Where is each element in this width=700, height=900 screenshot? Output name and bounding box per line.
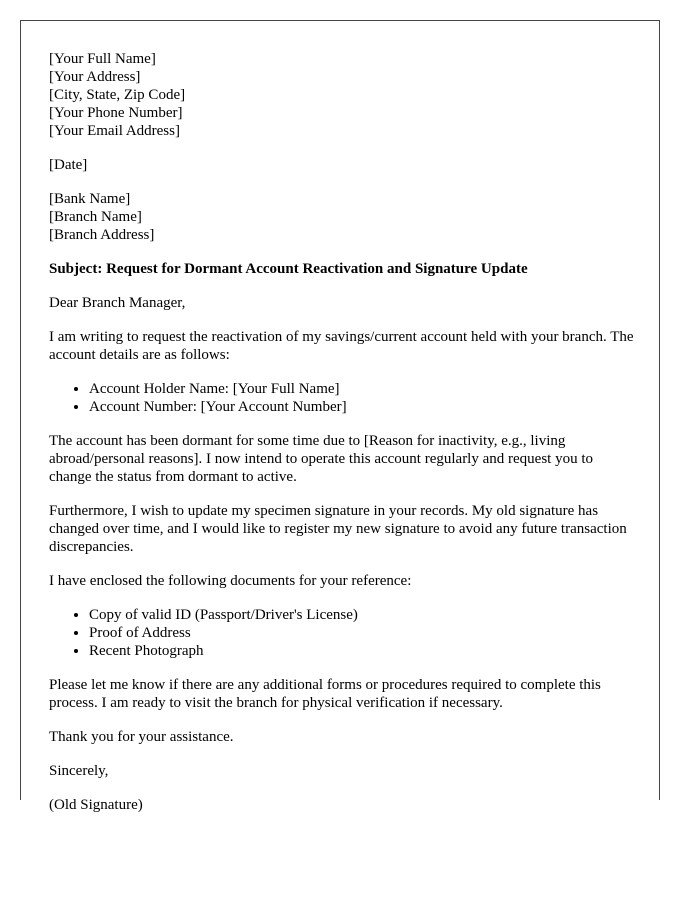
subject-line: Subject: Request for Dormant Account Reactivation and Signature Update bbox=[49, 261, 528, 277]
letter-content bbox=[49, 50, 639, 830]
list-item: • Recent Photograph bbox=[89, 642, 639, 660]
list-item: • Copy of valid ID (Passport/Driver's License) bbox=[89, 606, 639, 624]
thanks-paragraph: Thank you for your assistance. bbox=[49, 729, 234, 745]
closing-paragraph: Please let me know if there are any additional forms or procedures required to complete this process. I am ready to visit the branch for physical verification if necessary. bbox=[49, 677, 601, 711]
date-block bbox=[49, 156, 639, 174]
list-item: • Proof of Address bbox=[89, 624, 639, 642]
intro-paragraph: I am writing to request the reactivation of my savings/current account held with your branch. The account details are as follows: bbox=[49, 329, 634, 363]
signoff: Sincerely, bbox=[49, 763, 109, 779]
dormant-paragraph: The account has been dormant for some time due to [Reason for inactivity, e.g., living abroad/personal reasons]. I now intend to operate this account regularly and request you to change the status from dormant to active. bbox=[49, 433, 593, 485]
enclosed-paragraph: I have enclosed the following documents for your reference: bbox=[49, 573, 412, 589]
list-item: • Account Holder Name: [Your Full Name] bbox=[89, 380, 639, 398]
account-details-list bbox=[49, 380, 639, 416]
list-item: • Account Number: [Your Account Number] bbox=[89, 398, 639, 416]
old-signature: (Old Signature) bbox=[49, 797, 143, 813]
recipient-branch-address: [Branch Address] bbox=[49, 227, 155, 243]
sender-email: [Your Email Address] bbox=[49, 123, 180, 139]
sender-name: [Your Full Name] bbox=[49, 51, 156, 67]
sender-address: [Your Address] bbox=[49, 69, 141, 85]
recipient-branch-name: [Branch Name] bbox=[49, 209, 142, 225]
signature-update-paragraph: Furthermore, I wish to update my specimen signature in your records. My old signature has changed over time, and I would like to register my new signature to avoid any future transaction discrepancies. bbox=[49, 503, 627, 555]
letter-date: [Date] bbox=[49, 157, 88, 173]
salutation: Dear Branch Manager, bbox=[49, 295, 186, 311]
sender-phone: [Your Phone Number] bbox=[49, 105, 183, 121]
recipient-block bbox=[49, 190, 639, 244]
recipient-bank-name: [Bank Name] bbox=[49, 191, 131, 207]
letter-page bbox=[20, 20, 660, 813]
documents-list bbox=[49, 606, 639, 660]
sender-block bbox=[49, 50, 639, 140]
sender-city-state-zip: [City, State, Zip Code] bbox=[49, 87, 186, 103]
